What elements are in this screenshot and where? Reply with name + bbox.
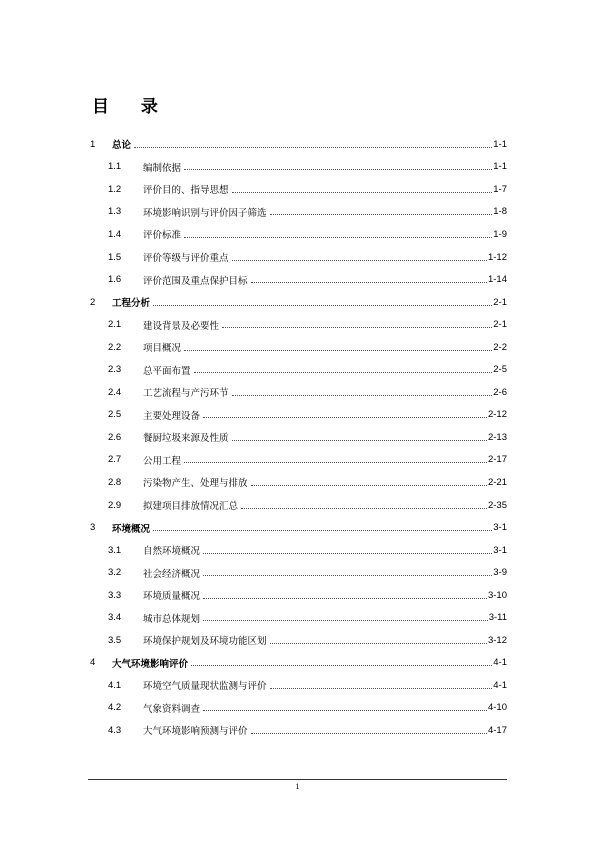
toc-entry-number: 2.6 [108,431,122,443]
toc-entry-page: 3-10 [487,589,507,601]
toc-dot-leader [270,214,493,215]
toc-entry-page: 1-1 [493,138,507,150]
toc-entry-number: 3.5 [108,634,122,646]
toc-entry-number: 2.4 [108,386,122,398]
toc-entry-number: 1.2 [108,183,122,195]
toc-chapter-entry[interactable] [90,133,507,156]
toc-dot-leader [251,733,487,734]
toc-dot-leader [184,169,492,170]
table-of-contents [90,133,507,742]
toc-entry-page: 4-1 [493,679,507,691]
toc-entry-page: 2-21 [487,476,507,488]
toc-entry-label: 建设背景及必要性 [143,320,220,332]
toc-entry-number: 2.5 [108,409,122,421]
toc-entry-number: 3.3 [108,589,122,601]
toc-entry-label: 城市总体规划 [143,613,201,625]
toc-entry-number: 2.1 [108,319,122,331]
toc-entry-label: 评价目的、指导思想 [143,185,229,197]
page-number: 1 [295,782,300,791]
toc-dot-leader [251,485,487,486]
toc-dot-leader [134,147,492,148]
toc-entry-page: 2-13 [487,431,507,443]
toc-entry-label: 环境影响识别与评价因子筛选 [143,207,267,219]
toc-entry-label: 工程分析 [112,298,151,310]
toc-entry-page: 4-10 [487,702,507,714]
toc-dot-leader [191,665,492,666]
toc-entry-page: 1-7 [493,183,507,195]
toc-entry-label: 大气环境影响预测与评价 [143,726,248,738]
toc-dot-leader [194,372,493,373]
toc-entry-number: 1.3 [108,206,122,218]
toc-dot-leader [184,462,487,463]
toc-entry-label: 环境概况 [112,523,151,535]
toc-entry-label: 自然环境概况 [143,546,201,558]
toc-entry-number: 2.9 [108,499,122,511]
toc-dot-leader [203,553,492,554]
toc-entry-label: 拟建项目排放情况汇总 [143,501,239,513]
toc-entry-number: 2.7 [108,454,122,466]
toc-title: 目 录 [92,97,171,117]
toc-entry-page: 4-17 [487,724,507,736]
toc-dot-leader [153,305,492,306]
toc-section-entry[interactable] [90,156,507,179]
toc-entry-label: 评价等级与评价重点 [143,253,229,264]
toc-section-entry[interactable] [90,584,507,607]
toc-dot-leader [251,282,487,283]
toc-dot-leader [203,417,487,418]
toc-entry-label: 总论 [112,140,132,152]
footer-divider [88,779,507,780]
toc-entry-page: 1-14 [487,274,507,286]
toc-entry-number: 2.8 [108,476,122,488]
toc-section-entry[interactable] [90,178,507,201]
toc-section-entry[interactable] [90,561,507,584]
toc-chapter-entry[interactable] [90,516,507,539]
toc-section-entry[interactable] [90,336,507,359]
toc-section-entry[interactable] [90,449,507,472]
toc-entry-number: 1 [90,138,96,150]
toc-entry-number: 3.4 [108,612,122,624]
toc-entry-page: 1-9 [493,228,507,240]
toc-dot-leader [232,440,487,441]
toc-entry-page: 1-8 [493,206,507,218]
toc-entry-number: 3 [90,522,96,534]
toc-entry-label: 气象资料调查 [143,703,201,715]
toc-entry-page: 4-1 [493,657,507,669]
toc-section-entry[interactable] [90,268,507,291]
toc-entry-label: 主要处理设备 [143,410,201,422]
toc-section-entry[interactable] [90,539,507,562]
toc-entry-label: 工艺流程与产污环节 [143,388,229,400]
toc-entry-label: 公用工程 [143,455,182,467]
toc-entry-page: 3-12 [487,634,507,646]
toc-entry-page: 1-1 [493,161,507,173]
toc-entry-page: 3-9 [493,567,507,579]
toc-section-entry[interactable] [90,358,507,381]
toc-dot-leader [232,192,493,193]
toc-section-entry[interactable] [90,606,507,629]
toc-entry-page: 1-12 [487,251,507,263]
toc-entry-page: 3-11 [488,612,507,624]
toc-section-entry[interactable] [90,629,507,652]
toc-entry-label: 餐厨垃圾来源及性质 [143,433,229,445]
toc-entry-number: 2.2 [108,341,122,353]
toc-section-entry[interactable] [90,697,507,720]
toc-entry-page: 2-17 [487,454,507,466]
toc-section-entry[interactable] [90,426,507,449]
toc-entry-label: 环境空气质量现状监测与评价 [143,681,267,693]
toc-dot-leader [203,575,492,576]
toc-entry-label: 污染物产生、处理与排放 [143,478,248,490]
toc-dot-leader [270,688,493,689]
toc-entry-page: 2-1 [493,296,507,308]
toc-entry-label: 环境保护规划及环境功能区划 [143,636,267,648]
toc-entry-page: 2-6 [493,386,507,398]
toc-entry-page: 2-35 [487,499,507,511]
toc-dot-leader [222,327,492,328]
toc-dot-leader [203,620,488,621]
toc-entry-label: 项目概况 [143,343,182,355]
toc-entry-label: 编制依据 [143,162,182,174]
toc-section-entry[interactable] [90,223,507,246]
toc-dot-leader [184,237,492,238]
toc-entry-label: 评价标准 [143,230,182,242]
toc-section-entry[interactable] [90,246,507,269]
toc-entry-label: 大气环境影响评价 [112,658,189,670]
toc-entry-number: 2 [90,296,96,308]
toc-dot-leader [232,260,487,261]
toc-entry-label: 环境质量概况 [143,591,201,603]
toc-section-entry[interactable] [90,494,507,517]
toc-entry-page: 3-1 [493,544,507,556]
toc-section-entry[interactable] [90,471,507,494]
toc-entry-number: 4.1 [108,679,122,691]
toc-entry-number: 1.6 [108,274,122,286]
toc-section-entry[interactable] [90,674,507,697]
toc-entry-label: 评价范围及重点保护目标 [143,275,248,287]
toc-chapter-entry[interactable] [90,652,507,675]
toc-entry-page: 2-2 [493,341,507,353]
toc-entry-number: 1.5 [108,251,122,263]
toc-section-entry[interactable] [90,381,507,404]
toc-section-entry[interactable] [90,201,507,224]
toc-entry-page: 2-5 [493,364,507,376]
toc-entry-label: 总平面布置 [143,365,191,377]
toc-entry-number: 3.2 [108,567,122,579]
toc-dot-leader [203,710,487,711]
toc-entry-number: 2.3 [108,364,122,376]
toc-dot-leader [232,395,493,396]
toc-entry-number: 3.1 [108,544,122,556]
toc-section-entry[interactable] [90,404,507,427]
toc-entry-number: 4 [90,657,96,669]
toc-dot-leader [241,508,487,509]
toc-entry-number: 1.1 [108,161,122,173]
toc-entry-number: 4.3 [108,724,122,736]
toc-dot-leader [270,643,487,644]
toc-entry-page: 2-1 [493,319,507,331]
toc-entry-page: 3-1 [493,522,507,534]
toc-dot-leader [203,598,487,599]
toc-dot-leader [184,350,492,351]
toc-section-entry[interactable] [90,313,507,336]
toc-dot-leader [153,530,492,531]
toc-entry-page: 2-12 [487,409,507,421]
toc-entry-number: 4.2 [108,702,122,714]
toc-chapter-entry[interactable] [90,291,507,314]
toc-entry-label: 社会经济概况 [143,568,201,580]
toc-entry-number: 1.4 [108,228,122,240]
toc-section-entry[interactable] [90,719,507,742]
